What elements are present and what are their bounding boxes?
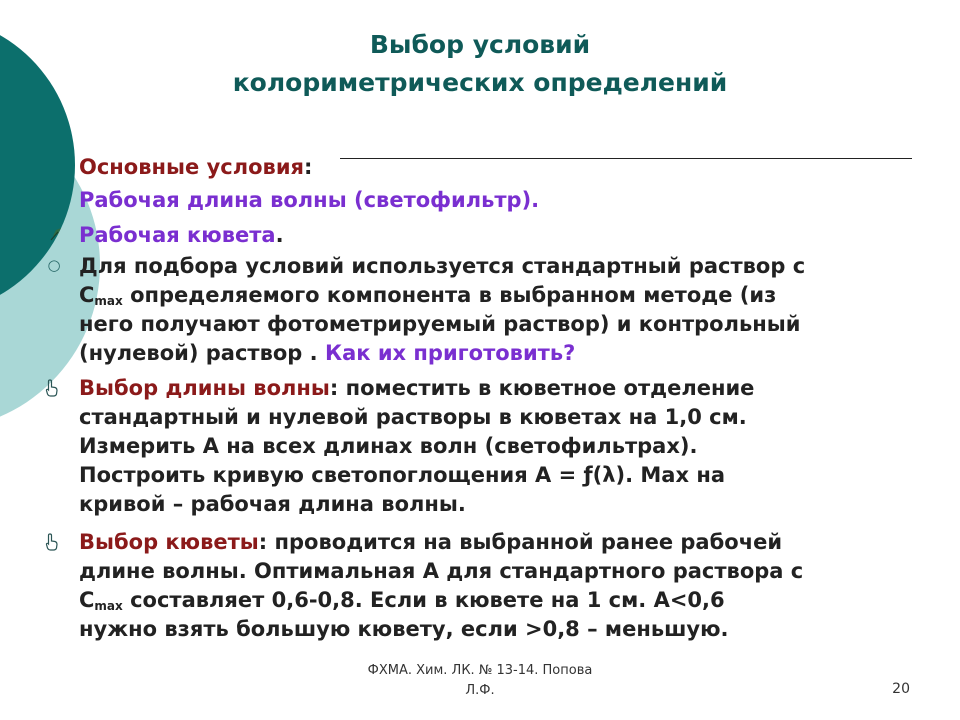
item3-c: С: [79, 283, 95, 307]
circle-bullet-icon: ○: [47, 256, 61, 274]
item3-question: Как их приготовить?: [324, 341, 576, 365]
item5-sub-max: max: [94, 599, 123, 613]
item4-heading: Выбор длины волны: [79, 376, 330, 400]
item5-line-1: : проводится на выбранной ранее рабочей: [258, 530, 783, 554]
page-number: 20: [892, 681, 910, 697]
item4-line-2: стандартный и нулевой растворы в кюветах на 1,0 см.: [79, 405, 747, 429]
footer-line-1: ФХМА. Хим. ЛК. № 13-14. Попова: [367, 663, 593, 678]
title-line-1: Выбор условий: [369, 30, 591, 59]
item3-line-4: (нулевой) раствор .: [79, 341, 325, 365]
item3-line-2: определяемого компонента в выбранном методе (из: [122, 283, 777, 307]
footer: [330, 661, 630, 701]
title-line-2: колориметрических определений: [232, 68, 728, 97]
item4-line-3: Измерить А на всех длинах волн (светофильтрах).: [79, 434, 698, 458]
item4-line-4: Построить кривую светопоглощения А = ƒ(λ). Max на: [79, 463, 726, 487]
item5-line-4: нужно взять большую кювету, если >0,8 – меньшую.: [79, 617, 729, 641]
pointing-hand-icon: [45, 379, 61, 399]
slide-content: [47, 153, 924, 644]
item3-line-3: него получают фотометрируемый раствор) и контрольный: [79, 312, 801, 336]
pointing-hand-icon: [45, 533, 61, 553]
heading-colon: :: [304, 155, 313, 179]
item5-line-2: длине волны. Оптимальная А для стандартного раствора с: [79, 559, 804, 583]
item3-sub-max: max: [94, 294, 123, 308]
leaf-bullet-icon: [49, 226, 65, 246]
list-item: [47, 252, 924, 368]
item5-c: С: [79, 588, 95, 612]
list-item: [79, 374, 924, 519]
item5-line-3: составляет 0,6-0,8. Если в кювете на 1 см. А<0,6: [122, 588, 725, 612]
item-cuvette-dot: .: [275, 223, 284, 247]
item4-line-5: кривой – рабочая длина волны.: [79, 492, 466, 516]
item4-line-1: : поместить в кюветное отделение: [329, 376, 755, 400]
footer-line-2: Л.Ф.: [465, 683, 495, 698]
item-cuvette: Рабочая кювета: [79, 223, 276, 247]
list-item: [79, 221, 924, 250]
list-item: [79, 186, 924, 215]
item3-line-1: Для подбора условий используется стандартный раствор с: [79, 254, 806, 278]
heading-text: Основные условия: [79, 155, 305, 179]
item5-heading: Выбор кюветы: [79, 530, 259, 554]
item-wavelength: Рабочая длина волны (светофильтр).: [79, 188, 540, 212]
list-item: [79, 528, 924, 644]
conditions-heading: [79, 153, 924, 182]
slide-title: [190, 26, 770, 102]
